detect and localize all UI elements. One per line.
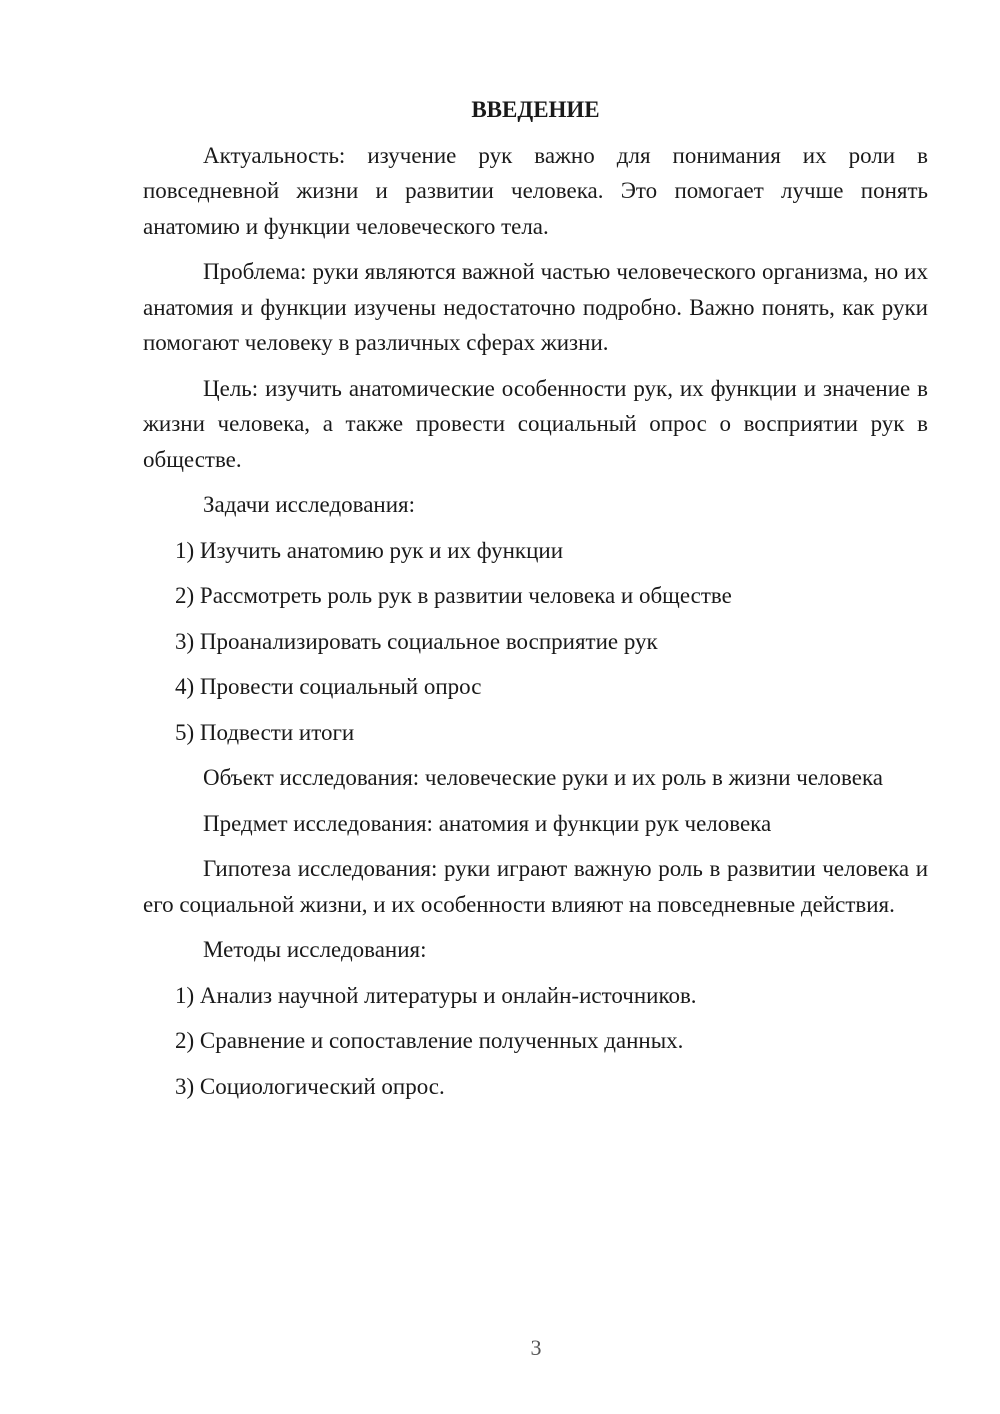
method-item: 2) Сравнение и сопоставление полученных данных. [175, 1028, 684, 1053]
section-heading: ВВЕДЕНИЕ [471, 97, 600, 122]
relevance-paragraph: Актуальность: изучение рук важно для понимания их роли в повседневной жизни и развитии человека. Это помогает лучше понять анатомию и функции человеческого тела. [143, 142, 928, 239]
methods-label: Методы исследования: [203, 937, 427, 962]
task-item: 3) Проанализировать социальное восприятие рук [175, 628, 658, 654]
page-content [143, 92, 928, 1114]
object-paragraph: Объект исследования: человеческие руки и их роль в жизни человека [203, 765, 883, 790]
task-item: 2) Рассмотреть роль рук в развитии человека и обществе [175, 583, 732, 608]
goal-paragraph: Цель: изучить анатомические особенности рук, их функции и значение в жизни человека, а также провести социальный опрос о восприятии рук в обществе. [143, 375, 928, 472]
hypothesis-paragraph: Гипотеза исследования: руки играют важную роль в развитии человека и его социальной жизни, и их особенности влияют на повседневные действия. [143, 856, 928, 917]
problem-paragraph: Проблема: руки являются важной частью человеческого организма, но их анатомия и функции изучены недостаточно подробно. Важно понять, как руки помогают человеку в различных сферах жизни. [143, 259, 928, 355]
page-number: 3 [530, 1335, 542, 1360]
task-item: 4) Провести социальный опрос [175, 674, 482, 699]
task-item: 1) Изучить анатомию рук и их функции [175, 537, 564, 563]
subject-paragraph: Предмет исследования: анатомия и функции рук человека [203, 810, 772, 836]
tasks-label: Задачи исследования: [203, 492, 416, 517]
method-item: 3) Социологический опрос. [175, 1073, 445, 1099]
task-item: 5) Подвести итоги [175, 719, 355, 745]
method-item: 1) Анализ научной литературы и онлайн-источников. [175, 982, 697, 1008]
